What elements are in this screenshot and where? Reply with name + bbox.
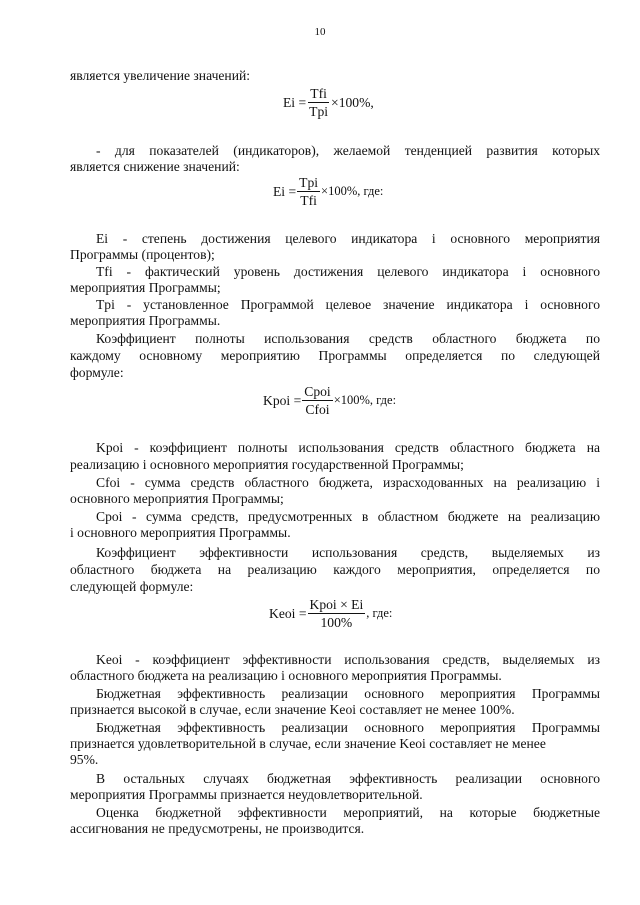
text-line: основного мероприятия Программы;: [70, 491, 284, 506]
text-line: реализацию i основного мероприятия государственной Программы;: [70, 457, 464, 472]
text-line: областного бюджета на реализацию i основного мероприятия Программы.: [70, 668, 502, 683]
text-line: Ei - степень достижения целевого индикатора i основного мероприятия: [96, 231, 600, 246]
text-line: Cfoi - сумма средств областного бюджета, израсходованных на реализацию i: [96, 475, 600, 490]
text-line: Коэффициент полноты использования средств областного бюджета по: [96, 331, 600, 346]
formula-fraction: [307, 86, 330, 119]
text-line: Tpi - установленное Программой целевое значение индикатора i основного: [96, 297, 600, 312]
formula-lhs: Keoi =: [269, 605, 307, 621]
formula-fraction: [302, 384, 332, 417]
text-line: 95%.: [70, 752, 99, 767]
formula-numerator: Kpoi × Ei: [309, 597, 364, 612]
formula-rhs: , где:: [366, 606, 393, 620]
formula-ei-increase: [283, 86, 374, 119]
formula-keoi: [269, 597, 392, 630]
formula-numerator: Tpi: [299, 175, 319, 190]
formula-kpoi: [263, 384, 396, 417]
text-line: мероприятия Программы;: [70, 280, 221, 295]
text-line: Оценка бюджетной эффективности мероприятий, на которые бюджетные: [96, 805, 600, 820]
formula-denominator: Tfi: [300, 193, 317, 208]
text-line: областного бюджета на реализацию каждого мероприятия, определяется по: [70, 562, 600, 577]
text-line: ассигнования не предусмотрены, не производится.: [70, 821, 365, 836]
text-line: Tfi - фактический уровень достижения целевого индикатора i основного: [96, 264, 600, 279]
formula-fraction: [308, 597, 366, 630]
formula-denominator: Tpi: [309, 104, 329, 119]
text-line: - для показателей (индикаторов), желаемой тенденцией развития которых: [96, 143, 600, 158]
formula-lhs: Ei =: [283, 94, 307, 110]
formula-fraction: [297, 175, 320, 208]
text-line: Программы (процентов);: [70, 247, 215, 262]
text-line: В остальных случаях бюджетная эффективность реализации основного: [96, 771, 600, 786]
formula-numerator: Cpoi: [304, 384, 331, 399]
text-line: Бюджетная эффективность реализации основного мероприятия Программы: [96, 686, 600, 701]
text-line: каждому основному мероприятию Программы определяется по следующей: [70, 348, 600, 363]
formula-rhs: ×100%, где:: [321, 184, 384, 198]
text-line: Cpoi - сумма средств, предусмотренных в областном бюджете на реализацию: [96, 509, 600, 524]
text-line: является увеличение значений:: [70, 68, 251, 83]
formula-ei-decrease: [273, 175, 383, 208]
formula-lhs: Kpoi =: [263, 392, 302, 408]
text-line: Kpoi - коэффициент полноты использования средств областного бюджета на: [96, 440, 600, 455]
formula-rhs: ×100%,: [331, 94, 374, 110]
text-line: формуле:: [70, 365, 124, 380]
formula-lhs: Ei =: [273, 183, 297, 199]
text-line: мероприятия Программы признается неудовлетворительной.: [70, 787, 423, 802]
text-line: признается высокой в случае, если значение Keoi составляет не менее 100%.: [70, 702, 515, 717]
formula-denominator: Cfoi: [305, 402, 330, 417]
text-line: Коэффициент эффективности использования средств, выделяемых из: [96, 545, 600, 560]
formula-numerator: Tfi: [310, 86, 327, 101]
text-line: i основного мероприятия Программы.: [70, 525, 291, 540]
text-line: следующей формуле:: [70, 579, 194, 594]
page-number: 10: [314, 26, 326, 38]
formula-rhs: ×100%, где:: [333, 393, 397, 407]
text-line: является снижение значений:: [70, 159, 240, 174]
formula-denominator: 100%: [320, 615, 353, 630]
text-line: Keoi - коэффициент эффективности использования средств, выделяемых из: [96, 652, 600, 667]
text-line: Бюджетная эффективность реализации основного мероприятия Программы: [96, 720, 600, 735]
text-line: признается удовлетворительной в случае, если значение Keoi составляет не менее: [70, 736, 546, 751]
text-line: мероприятия Программы.: [70, 313, 221, 328]
